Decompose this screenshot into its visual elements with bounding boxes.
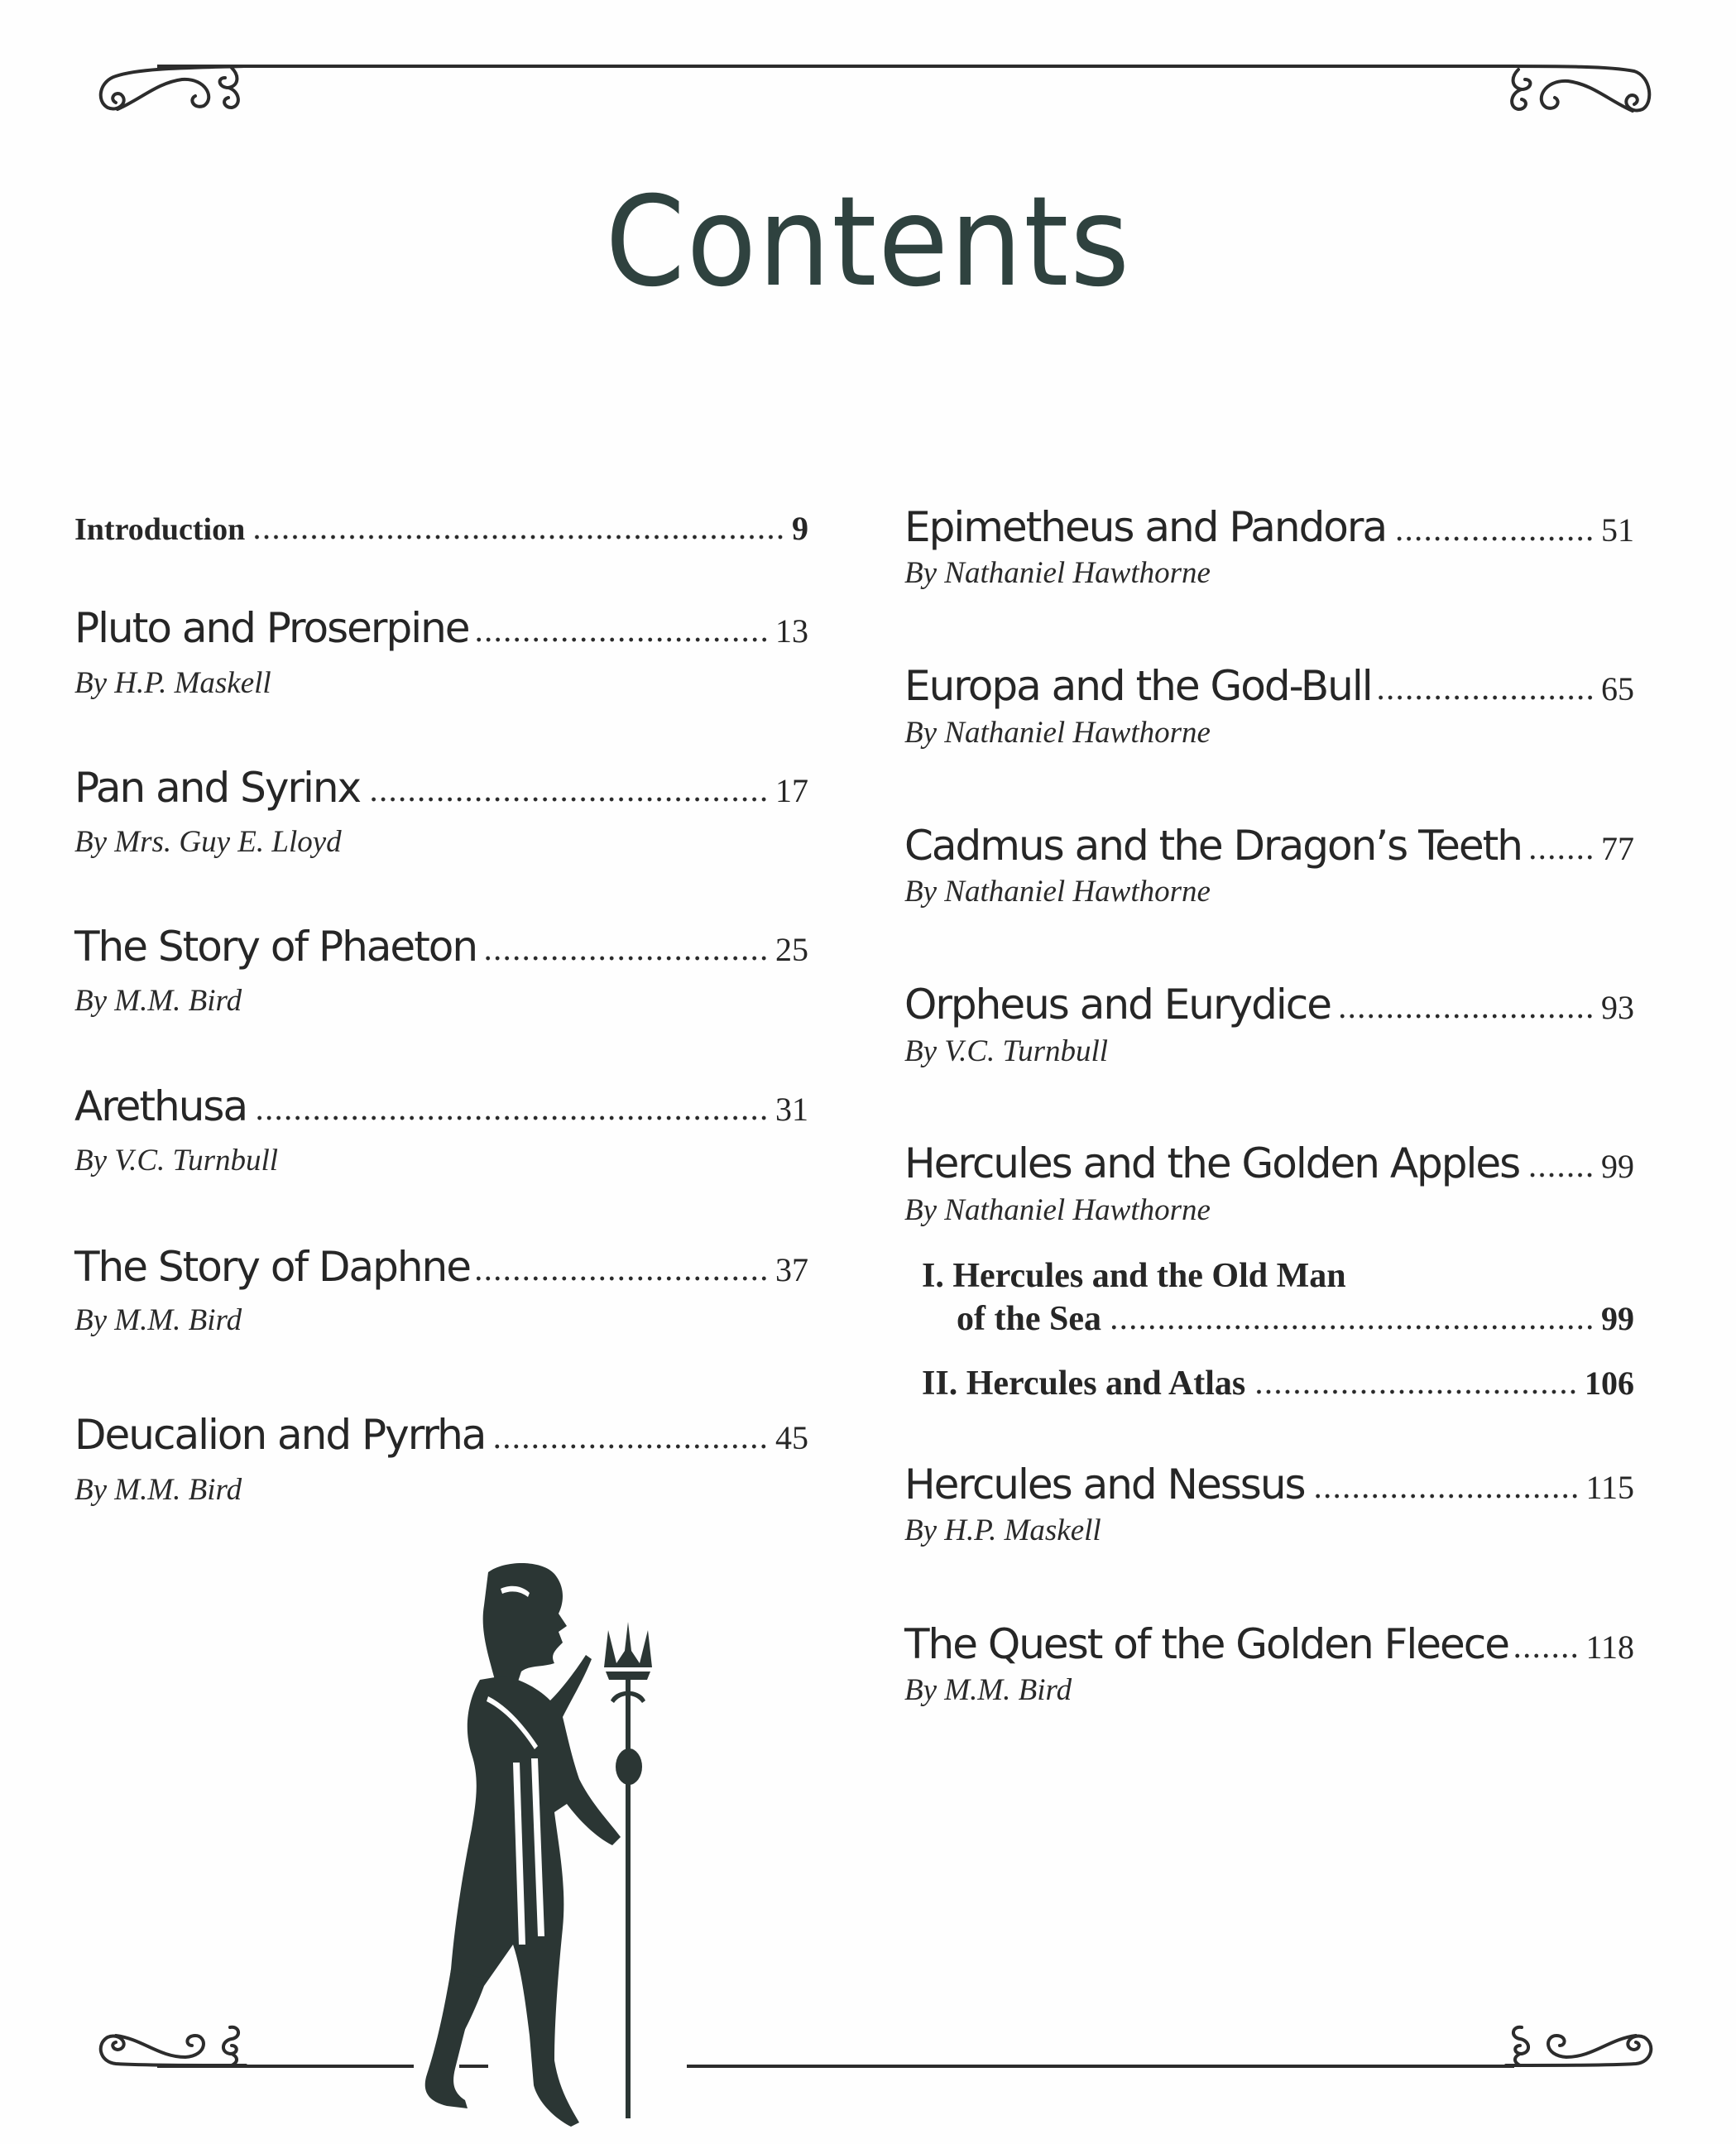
page-number: 31 [775, 1091, 808, 1128]
leader-dots [1379, 695, 1595, 700]
bottom-border-rule [687, 2065, 1514, 2068]
entry-author: By H.P. Maskell [74, 666, 271, 700]
entry-author: By Nathaniel Hawthorne [904, 1193, 1211, 1227]
toc-entry[interactable] [904, 1139, 1634, 1188]
page-number: 118 [1585, 1628, 1634, 1666]
entry-title: Epimetheus and Pandora [904, 503, 1387, 551]
toc-entry[interactable] [74, 1410, 808, 1460]
top-border-rule [157, 65, 1514, 68]
subsection-entry[interactable] [922, 1364, 1634, 1403]
entry-title: The Story of Daphne [74, 1243, 470, 1291]
leader-dots [492, 1444, 769, 1449]
page-number: 99 [1601, 1300, 1634, 1337]
scroll-ornament-icon [1502, 2019, 1659, 2070]
page-number: 115 [1585, 1469, 1634, 1506]
leader-dots [1108, 1325, 1595, 1330]
page-number: 17 [775, 772, 808, 809]
toc-entry[interactable] [904, 821, 1634, 871]
entry-author: By M.M. Bird [74, 1473, 242, 1507]
page-number: 37 [775, 1251, 808, 1288]
leader-dots [253, 1115, 769, 1120]
page-number: 13 [775, 612, 808, 650]
entry-author: By Nathaniel Hawthorne [904, 875, 1211, 909]
entry-title: Hercules and Nessus [904, 1461, 1305, 1508]
leader-dots [1526, 1173, 1595, 1178]
page-number: 106 [1585, 1365, 1634, 1402]
toc-entry[interactable] [74, 922, 808, 971]
leader-dots [1312, 1494, 1580, 1499]
toc-entry[interactable] [904, 1619, 1634, 1669]
page-number: 65 [1601, 670, 1634, 707]
entry-title: Hercules and the Golden Apples [904, 1139, 1520, 1187]
toc-entry[interactable] [74, 763, 808, 813]
leader-dots [477, 1276, 769, 1281]
entry-author: By Nathaniel Hawthorne [904, 556, 1211, 590]
entry-title: The Story of Phaeton [74, 923, 477, 971]
entry-author: By Nathaniel Hawthorne [904, 716, 1211, 750]
page-number: 99 [1601, 1148, 1634, 1185]
leader-dots [1393, 536, 1595, 541]
leader-dots [483, 956, 769, 961]
toc-entry[interactable] [74, 603, 808, 653]
scroll-ornament-icon [93, 2019, 250, 2070]
leader-dots [1252, 1389, 1578, 1394]
page-number: 51 [1601, 511, 1634, 549]
poseidon-trident-illustration [389, 1556, 736, 2135]
entry-title: Arethusa [74, 1082, 247, 1130]
leader-dots [1515, 1653, 1579, 1658]
subsection-title[interactable]: I. Hercules and the Old Man [922, 1257, 1346, 1295]
entry-title: Pluto and Proserpine [74, 604, 469, 652]
leader-dots [1528, 855, 1595, 860]
leader-dots [476, 637, 769, 642]
toc-entry[interactable] [904, 661, 1634, 711]
entry-author: By M.M. Bird [904, 1673, 1072, 1707]
entry-title: Cadmus and the Dragon’s Teeth [904, 822, 1522, 870]
toc-entry[interactable] [74, 1082, 808, 1131]
leader-dots [367, 797, 769, 802]
toc-entry[interactable] [904, 980, 1634, 1029]
page-number: 45 [775, 1419, 808, 1456]
toc-entry[interactable] [904, 1460, 1634, 1509]
page-number: 93 [1601, 989, 1634, 1026]
entry-author: By Mrs. Guy E. Lloyd [74, 825, 342, 859]
toc-entry[interactable] [74, 1242, 808, 1292]
entry-title: The Quest of the Golden Fleece [904, 1620, 1509, 1668]
scroll-ornament-icon [1502, 60, 1659, 122]
entry-author: By H.P. Maskell [904, 1513, 1101, 1547]
entry-title: Orpheus and Eurydice [904, 981, 1331, 1029]
page-number: 77 [1601, 830, 1634, 867]
subsection-title-continued: of the Sea [957, 1300, 1101, 1338]
entry-title: Introduction [74, 512, 246, 547]
page-number: 25 [775, 931, 808, 968]
subsection-entry[interactable] [957, 1299, 1634, 1339]
scroll-ornament-icon [91, 58, 248, 120]
toc-entry[interactable] [904, 502, 1634, 552]
subsection-title: II. Hercules and Atlas [922, 1365, 1246, 1403]
entry-title: Europa and the God-Bull [904, 662, 1372, 710]
entry-title: Deucalion and Pyrrha [74, 1411, 486, 1459]
entry-author: By V.C. Turnbull [904, 1034, 1109, 1068]
leader-dots [252, 535, 785, 540]
page-number: 9 [792, 510, 808, 547]
entry-title: Pan and Syrinx [74, 764, 361, 812]
entry-author: By M.M. Bird [74, 1303, 242, 1337]
entry-author: By V.C. Turnbull [74, 1144, 279, 1178]
entry-author: By M.M. Bird [74, 984, 242, 1018]
page-title: Contents [605, 170, 1131, 314]
leader-dots [1337, 1014, 1595, 1019]
toc-entry-introduction[interactable] [74, 510, 808, 549]
